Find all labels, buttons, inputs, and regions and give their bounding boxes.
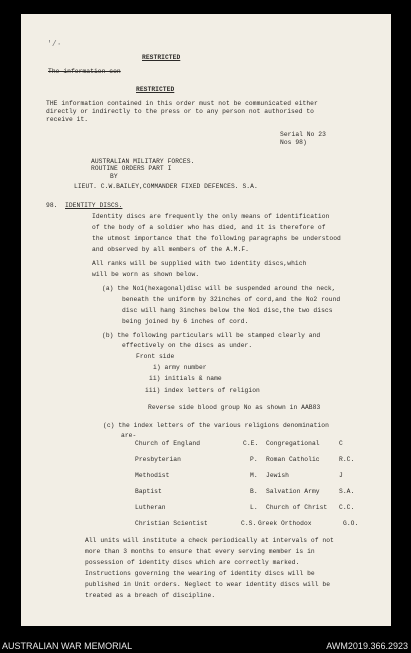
- front-item: ii) initials & name: [149, 375, 222, 382]
- title-line-1: AUSTRALIAN MILITARY FORCES.: [91, 158, 195, 165]
- para-line: (a) the No1(hexagonal)disc will be suspended around the neck,: [102, 285, 336, 292]
- religion-code: M.: [250, 472, 258, 479]
- notice-line: THE information contained in this order must not be communicated either: [46, 100, 318, 107]
- religion-name: Church of England: [135, 440, 201, 447]
- title-line-2: ROUTINE ORDERS PART I: [91, 165, 172, 172]
- serial-number: Serial No 23: [280, 131, 326, 138]
- document-page: [21, 14, 391, 626]
- para-line: of the body of a soldier who has died, and it is therefore of: [92, 224, 326, 231]
- religion-code: J: [339, 472, 343, 479]
- restricted-heading: RESTRICTED: [136, 86, 175, 93]
- religion-name: Greek Orthodox: [258, 520, 312, 527]
- para-line: possession of identity discs which are correctly marked.: [85, 559, 300, 566]
- footer-bar: [0, 639, 411, 653]
- para-line: All units will institute a check periodically at intervals of not: [85, 537, 334, 544]
- para-line: will be worn as shown below.: [92, 271, 200, 278]
- notice-line: receive it.: [46, 116, 89, 123]
- pencil-mark: '/·: [47, 40, 62, 49]
- religion-name: Church of Christ: [266, 504, 328, 511]
- para-line: and observed by all members of the A.M.F.: [92, 246, 249, 253]
- religion-code: C.E.: [243, 440, 259, 447]
- para-line: published in Unit orders. Neglect to wear identity discs will be: [85, 581, 331, 588]
- religion-code: C.S.: [241, 520, 257, 527]
- struck-text: The information con: [48, 68, 121, 75]
- para-line: Identity discs are frequently the only means of identification: [92, 213, 330, 220]
- para-line: (b) the following particulars will be stamped clearly and: [102, 332, 321, 339]
- para-line: beneath the uniform by 32inches of cord,and the No2 round: [122, 296, 341, 303]
- notice-line: directly or indirectly to the press or to any person not authorised to: [46, 108, 315, 115]
- religion-code: G.O.: [343, 520, 359, 527]
- footer-credit: AUSTRALIAN WAR MEMORIAL: [2, 641, 133, 651]
- serial-nos: Nos 98): [280, 139, 307, 146]
- religion-name: Methodist: [135, 472, 170, 479]
- item-number: 98.: [46, 202, 58, 209]
- para-line: are-: [121, 432, 137, 439]
- religion-name: Christian Scientist: [135, 520, 208, 527]
- religion-code: C.C.: [339, 504, 355, 511]
- religion-name: Congregational: [266, 440, 320, 447]
- religion-name: Lutheran: [135, 504, 166, 511]
- reverse-side-line: Reverse side blood group No as shown in AAB83: [148, 404, 321, 411]
- religion-name: Presbyterian: [135, 456, 181, 463]
- para-line: disc will hang 3inches below the No1 disc,the two discs: [122, 307, 333, 314]
- para-line: more than 3 months to ensure that every serving member is in: [85, 548, 315, 555]
- religion-name: Jewish: [266, 472, 289, 479]
- religion-code: B.: [250, 488, 258, 495]
- restricted-top: RESTRICTED: [142, 54, 181, 61]
- footer-accession-number: AWM2019.366.2923: [326, 641, 408, 651]
- religion-code: P.: [250, 456, 258, 463]
- religion-name: Salvation Army: [266, 488, 320, 495]
- para-line: effectively on the discs as under.: [122, 342, 253, 349]
- religion-name: Baptist: [135, 488, 162, 495]
- religion-code: S.A.: [339, 488, 355, 495]
- front-side-label: Front side: [136, 353, 175, 360]
- front-item: iii) index letters of religion: [145, 387, 260, 394]
- para-line: All ranks will be supplied with two identity discs,which: [92, 260, 307, 267]
- para-line: treated as a breach of discipline.: [85, 592, 216, 599]
- title-line-4: LIEUT. C.W.BAILEY,COMMANDER FIXED DEFENCES. S.A.: [74, 183, 258, 190]
- para-line: being joined by 6 inches of cord.: [122, 318, 249, 325]
- religion-name: Roman Catholic: [266, 456, 320, 463]
- title-line-3: BY: [110, 173, 118, 180]
- religion-code: R.C.: [339, 456, 355, 463]
- para-line: (c) the index letters of the various religions denomination: [103, 422, 329, 429]
- para-line: Instructions governing the wearing of identity discs will be: [85, 570, 315, 577]
- front-item: i) army number: [153, 364, 207, 371]
- religion-code: L.: [250, 504, 258, 511]
- item-title: IDENTITY DISCS.: [65, 202, 123, 209]
- para-line: the utmost importance that the following paragraphs be understood: [92, 235, 341, 242]
- religion-code: C: [339, 440, 343, 447]
